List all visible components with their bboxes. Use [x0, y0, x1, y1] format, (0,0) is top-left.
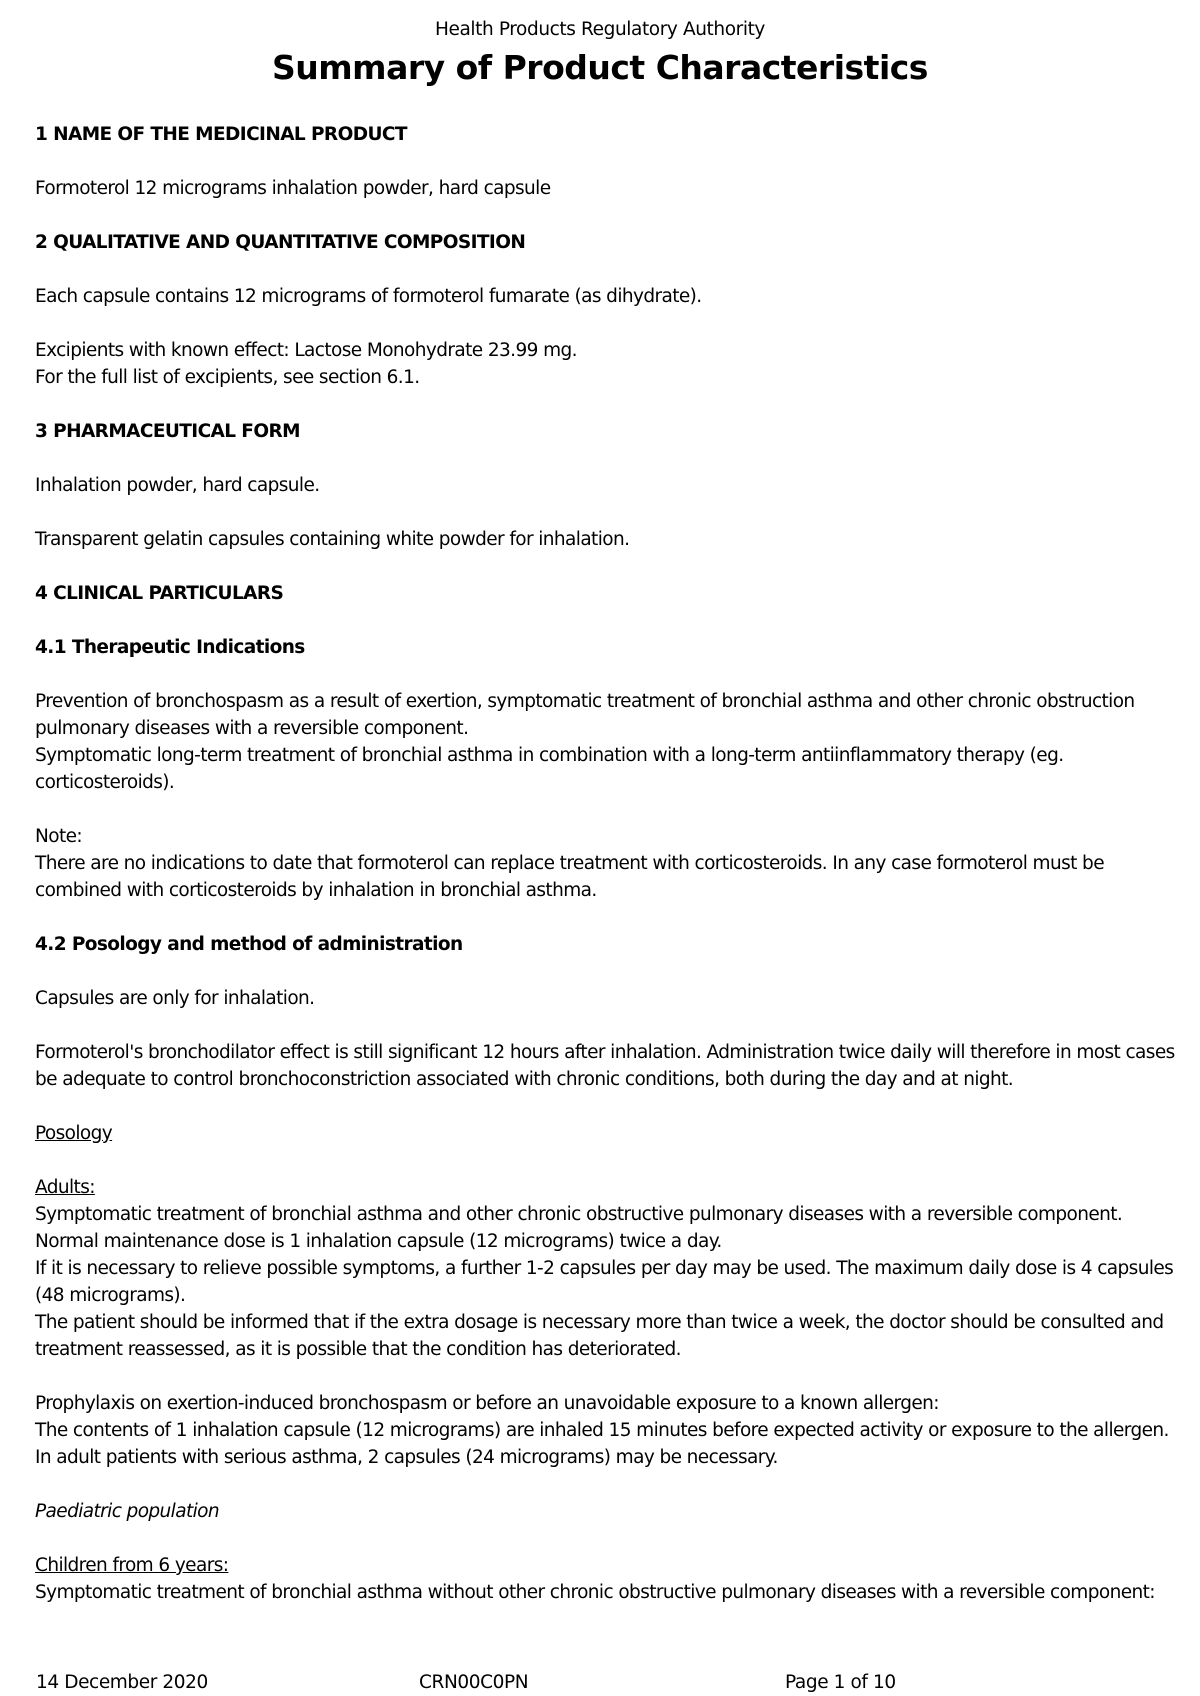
section-2-heading: 2 QUALITATIVE AND QUANTITATIVE COMPOSITION [35, 232, 526, 253]
note-text: There are no indications to date that formoterol can replace treatment with corticosteroids. In any case formoterol must be combined with corticosteroids by inhalation in bronchial asthma. [35, 853, 1104, 901]
section-3-heading: 3 PHARMACEUTICAL FORM [35, 421, 300, 442]
indications-text: Prevention of bronchospasm as a result of exertion, symptomatic treatment of bronchial asthma and other chronic obstruction pulmonary diseases with a reversible component. [35, 691, 1135, 739]
section-4-1-heading: 4.1 Therapeutic Indications [35, 637, 305, 658]
page-title: Summary of Product Characteristics [272, 48, 928, 87]
section-4-heading: 4 CLINICAL PARTICULARS [35, 583, 284, 604]
footer-reference: CRN00C0PN [419, 1672, 529, 1693]
children-label: Children from 6 years: [35, 1555, 229, 1576]
pharmaceutical-form-text: Inhalation powder, hard capsule. [35, 475, 320, 496]
footer-date: 14 December 2020 [36, 1672, 208, 1693]
section-1-heading: 1 NAME OF THE MEDICINAL PRODUCT [35, 124, 407, 145]
adults-label: Adults: [35, 1177, 95, 1198]
composition-text: Each capsule contains 12 micrograms of formoterol fumarate (as dihydrate). [35, 286, 702, 307]
adults-maintenance-dose-text: Normal maintenance dose is 1 inhalation capsule (12 micrograms) twice a day. [35, 1231, 722, 1252]
prophylaxis-text: The contents of 1 inhalation capsule (12 micrograms) are inhaled 15 minutes before expected activity or exposure to the allergen. In adult patients with serious asthma, 2 capsules (24 micrograms) may be necessary. [35, 1420, 1169, 1468]
section-4-2-heading: 4.2 Posology and method of administration [35, 934, 463, 955]
authority-name: Health Products Regulatory Authority [435, 19, 765, 40]
bronchodilator-effect-text: Formoterol's bronchodilator effect is still significant 12 hours after inhalation. Administration twice daily will therefore in most cases be adequate to control bronchoconstriction associated with chronic conditions, both during the day and at night. [35, 1042, 1175, 1090]
note-label: Note: [35, 826, 83, 847]
document-body [35, 121, 1175, 1606]
page-footer [0, 1669, 1200, 1696]
excipients-reference-text: For the full list of excipients, see section 6.1. [35, 367, 420, 388]
inhalation-only-text: Capsules are only for inhalation. [35, 988, 315, 1009]
prophylaxis-label: Prophylaxis on exertion-induced bronchospasm or before an unavoidable exposure to a known allergen: [35, 1393, 939, 1414]
adults-consult-doctor-text: The patient should be informed that if the extra dosage is necessary more than twice a week, the doctor should be consulted and treatment reassessed, as it is possible that the condition has deteriorated. [35, 1312, 1164, 1360]
adults-max-dose-text: If it is necessary to relieve possible symptoms, a further 1-2 capsules per day may be used. The maximum daily dose is 4 capsules (48 micrograms). [35, 1258, 1174, 1306]
paediatric-population-label: Paediatric population [35, 1501, 219, 1522]
product-name-text: Formoterol 12 micrograms inhalation powder, hard capsule [35, 178, 551, 199]
adults-treatment-text: Symptomatic treatment of bronchial asthma and other chronic obstructive pulmonary diseases with a reversible component. [35, 1204, 1123, 1225]
indications-long-term-text: Symptomatic long-term treatment of bronchial asthma in combination with a long-term antiinflammatory therapy (eg. corticosteroids). [35, 745, 1064, 793]
children-treatment-text: Symptomatic treatment of bronchial asthma without other chronic obstructive pulmonary diseases with a reversible component: [35, 1582, 1155, 1603]
footer-page-number: Page 1 of 10 [785, 1672, 896, 1693]
excipients-text: Excipients with known effect: Lactose Monohydrate 23.99 mg. [35, 340, 577, 361]
capsule-description-text: Transparent gelatin capsules containing white powder for inhalation. [35, 529, 630, 550]
posology-label: Posology [35, 1123, 113, 1144]
